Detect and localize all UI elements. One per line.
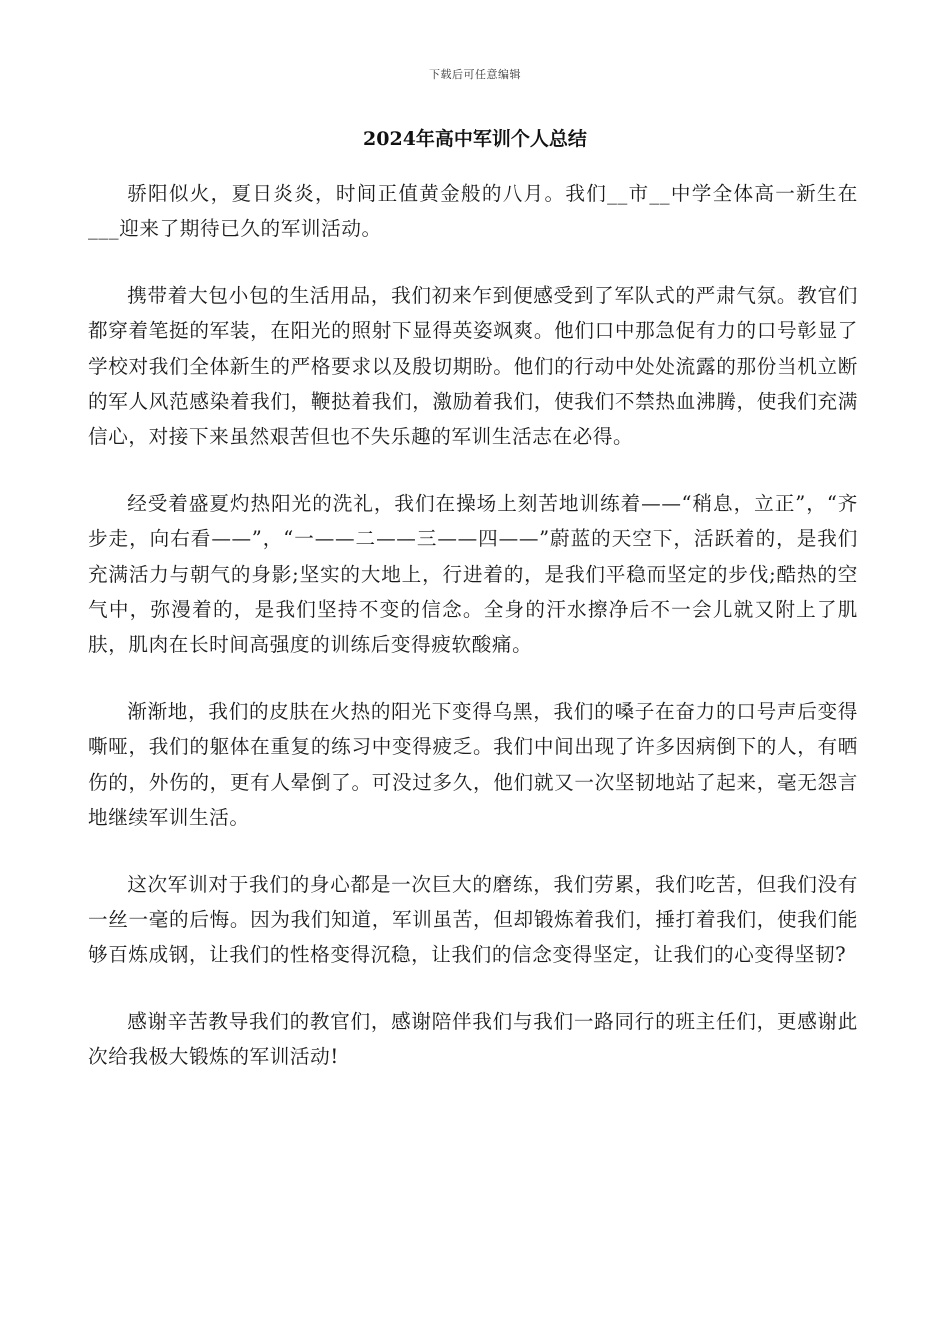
paragraph: 经受着盛夏灼热阳光的洗礼，我们在操场上刻苦地训练着——“稍息，立正”，“齐步走，向右看——”，“一——二——三——四——”蔚蓝的天空下，活跃着的，是我们充满活力与朝气的身影;坚实的大地上，行进着的，是我们平稳而坚定的步伐;酷热的空气中，弥漫着的，是我们坚持不变的信念。全身的汗水擦净后不一会儿就又附上了肌肤，肌肉在长时间高强度的训练后变得疲软酸痛。 <box>88 491 858 657</box>
paragraph: 这次军训对于我们的身心都是一次巨大的磨练，我们劳累，我们吃苦，但我们没有一丝一毫的后悔。因为我们知道，军训虽苦，但却锻炼着我们，捶打着我们，使我们能够百炼成钢，让我们的性格变得沉稳，让我们的信念变得坚定，让我们的心变得坚韧? <box>88 872 858 967</box>
paragraph: 骄阳似火，夏日炎炎，时间正值黄金般的八月。我们__市__中学全体高一新生在___迎来了期待已久的军训活动。 <box>88 182 858 241</box>
paragraph: 渐渐地，我们的皮肤在火热的阳光下变得乌黑，我们的嗓子在奋力的口号声后变得嘶哑，我们的躯体在重复的练习中变得疲乏。我们中间出现了许多因病倒下的人，有晒伤的，外伤的，更有人晕倒了。可没过多久，他们就又一次坚韧地站了起来，毫无怨言地继续军训生活。 <box>88 699 858 830</box>
paragraph: 携带着大包小包的生活用品，我们初来乍到便感受到了军队式的严肃气氛。教官们都穿着笔挺的军装，在阳光的照射下显得英姿飒爽。他们口中那急促有力的口号彰显了学校对我们全体新生的严格要求以及殷切期盼。他们的行动中处处流露的那份当机立断的军人风范感染着我们，鞭挞着我们，激励着我们，使我们不禁热血沸腾，使我们充满信心，对接下来虽然艰苦但也不失乐趣的军训生活志在必得。 <box>88 283 858 449</box>
document-title: 2024年高中军训个人总结 <box>363 128 587 150</box>
document-body <box>88 176 858 1106</box>
header-note: 下载后可任意编辑 <box>429 68 521 81</box>
paragraph: 感谢辛苦教导我们的教官们，感谢陪伴我们与我们一路同行的班主任们，更感谢此次给我极大锻炼的军训活动! <box>88 1009 858 1069</box>
